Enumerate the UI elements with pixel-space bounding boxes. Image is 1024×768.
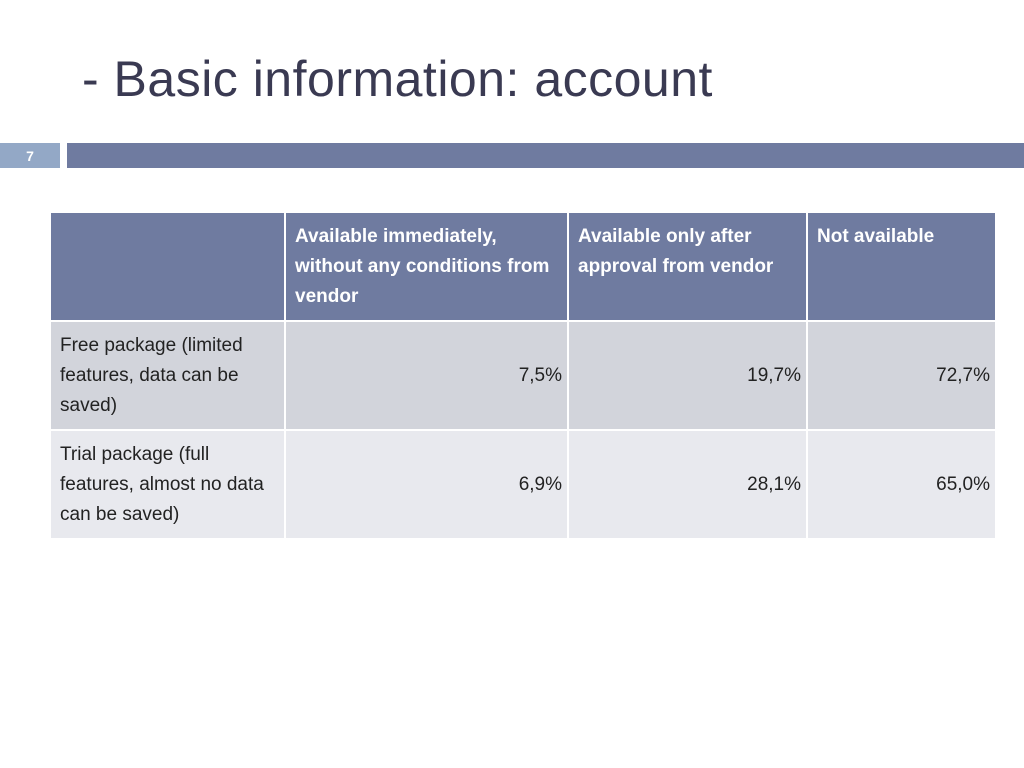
- table-cell: 72,7%: [807, 321, 996, 430]
- header-cell-available-after-approval: Available only after approval from vendor: [568, 212, 807, 321]
- table-cell: 7,5%: [285, 321, 568, 430]
- table-cell: 65,0%: [807, 430, 996, 539]
- header-cell-empty: [50, 212, 285, 321]
- table-cell: 19,7%: [568, 321, 807, 430]
- table-row: [50, 321, 996, 430]
- table-row: [50, 430, 996, 539]
- table-cell: 6,9%: [285, 430, 568, 539]
- table-cell: 28,1%: [568, 430, 807, 539]
- slide-title: - Basic information: account: [82, 51, 713, 107]
- table-header-row: [50, 212, 996, 321]
- row-label: Trial package (full features, almost no data can be saved): [50, 430, 285, 539]
- row-label: Free package (limited features, data can be saved): [50, 321, 285, 430]
- availability-table: [49, 211, 997, 540]
- title-accent-bar: [67, 143, 1024, 168]
- header-cell-available-immediately: Available immediately, without any conditions from vendor: [285, 212, 568, 321]
- header-cell-not-available: Not available: [807, 212, 996, 321]
- page-number-badge: 7: [0, 143, 60, 168]
